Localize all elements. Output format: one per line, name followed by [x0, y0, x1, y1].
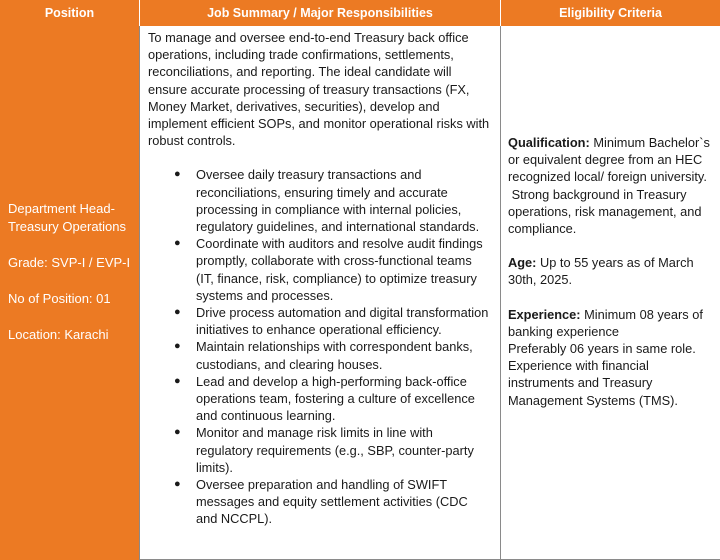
position-title-line1: Department Head-	[8, 201, 115, 216]
qualification-block	[508, 134, 712, 237]
list-item: ● Drive process automation and digital transformation initiatives to enhance operational efficiency.	[174, 305, 489, 338]
responsibilities-list	[148, 166, 492, 527]
bullet-icon: ●	[174, 168, 181, 181]
position-title-line2: Treasury Operations	[8, 219, 127, 234]
list-item: ● Maintain relationships with correspondent banks, custodians, and clearing houses.	[174, 339, 473, 372]
summary-intro: To manage and oversee end-to-end Treasury back office operations, including trade confirmations, settlements, reconciliations, and reporting. The ideal candidate will ensure accurate processing of treasury transactions (FX, Money Market, derivatives, securities), develop and implement efficient SOPs, and monitor operational risks with robust controls.	[148, 30, 490, 149]
age-label: Age:	[508, 255, 537, 271]
summary-cell	[140, 26, 501, 560]
experience-block	[508, 306, 712, 409]
header-position: Position	[0, 0, 140, 26]
age-text: Up to 55 years as of March 30th, 2025.	[508, 255, 694, 288]
bullet-icon: ●	[174, 374, 181, 387]
list-item: ● Monitor and manage risk limits in line with regulatory requirements (e.g., SBP, counter-party limits).	[174, 425, 474, 475]
bullet-icon: ●	[174, 426, 181, 439]
position-count: No of Position: 01	[8, 291, 111, 306]
header-summary: Job Summary / Major Responsibilities	[140, 0, 501, 26]
list-item: ● Coordinate with auditors and resolve audit findings promptly, collaborate with cross-functional teams (IT, finance, risk, compliance) to optimize treasury systems and processes.	[174, 236, 483, 303]
header-eligibility: Eligibility Criteria	[501, 0, 720, 26]
experience-line2: Preferably 06 years in same role.	[508, 341, 696, 357]
bullet-icon: ●	[174, 306, 181, 319]
eligibility-cell	[501, 26, 720, 560]
experience-text: Minimum 08 years of banking experience	[508, 306, 703, 339]
list-item: ● Oversee preparation and handling of SWIFT messages and equity settlement activities (CDC and NCCPL).	[174, 477, 468, 527]
bullet-icon: ●	[174, 478, 181, 491]
experience-line3: Experience with financial instruments and Treasury Management Systems (TMS).	[508, 358, 678, 408]
list-item: ● Lead and develop a high-performing back-office operations team, fostering a culture of excellence and continuous learning.	[174, 373, 475, 424]
position-grade: Grade: SVP-I / EVP-I	[8, 255, 131, 270]
bullet-icon: ●	[174, 237, 181, 250]
qualification-extra: Strong background in Treasury operations, risk management, and compliance.	[508, 186, 706, 237]
position-location: Location: Karachi	[8, 327, 109, 342]
list-item: ● Oversee daily treasury transactions and reconciliations, ensuring timely and accurate processing in compliance with internal policies, regulatory guidelines, and international standards.	[174, 167, 480, 235]
age-block	[508, 254, 712, 288]
bullet-icon: ●	[174, 340, 181, 353]
position-cell	[0, 26, 140, 560]
experience-label: Experience:	[508, 306, 581, 322]
qualification-label: Qualification:	[508, 135, 590, 150]
qualification-text: Minimum Bachelor`s or equivalent degree from an HEC recognized local/ foreign university.	[508, 135, 710, 185]
